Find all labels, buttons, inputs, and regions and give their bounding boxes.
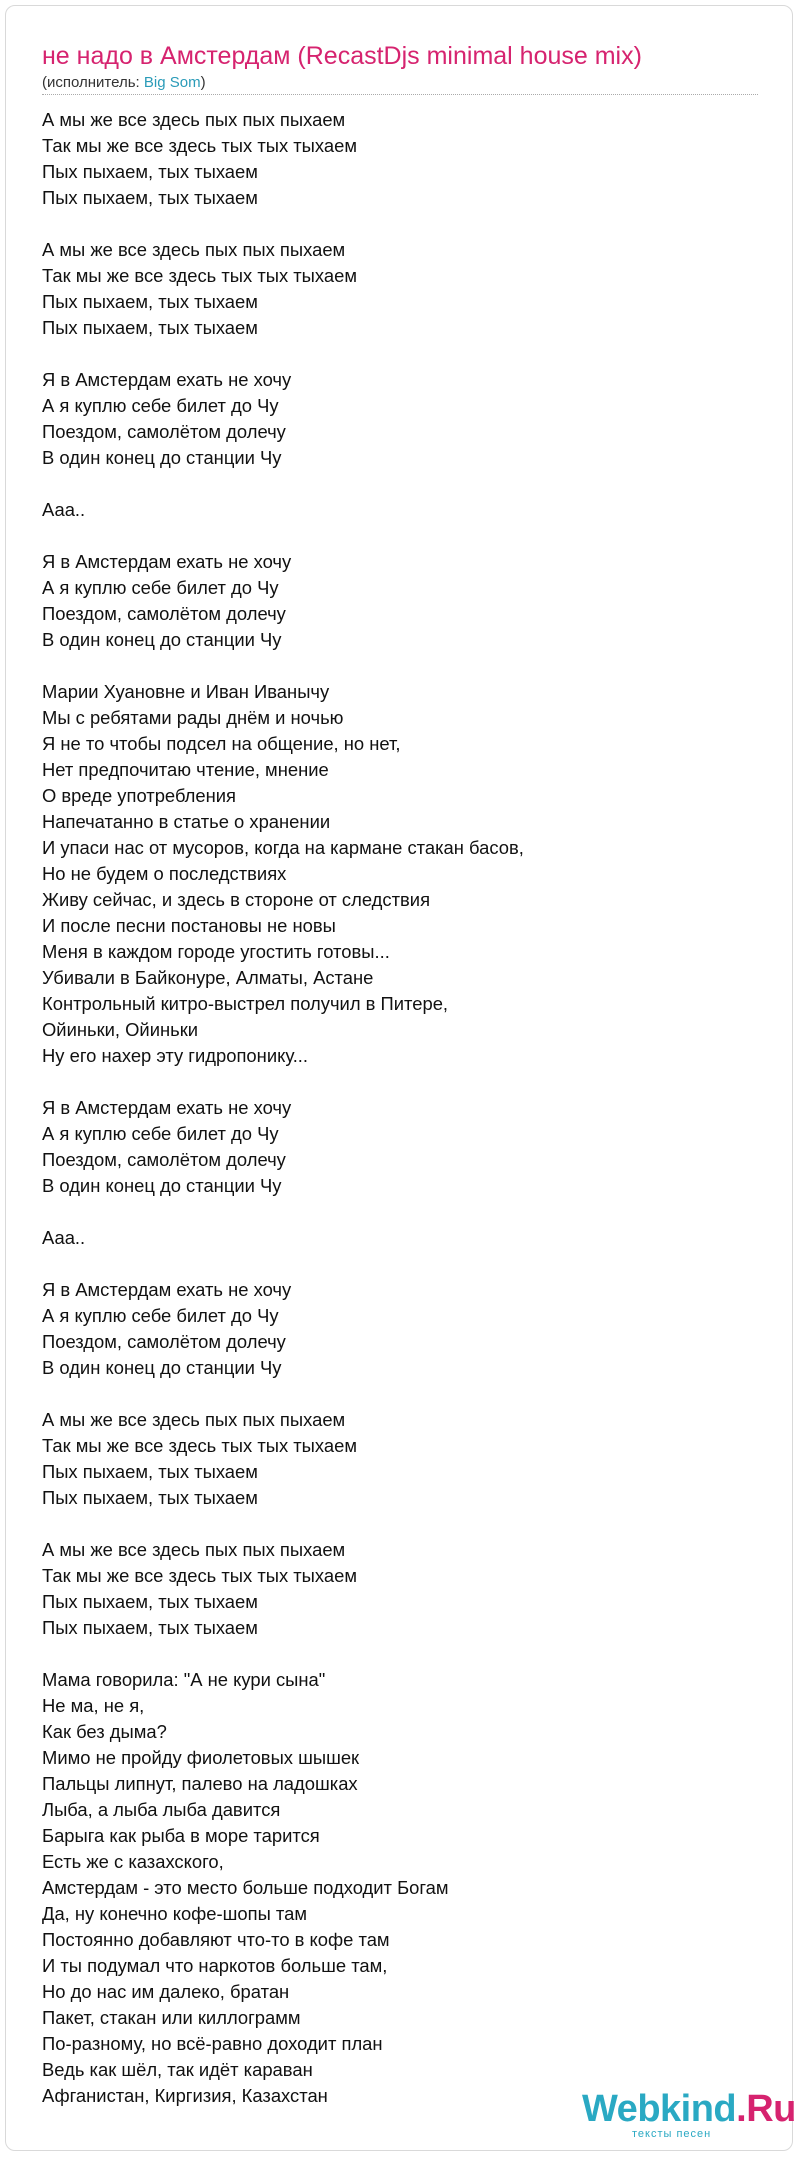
lyrics-line: Ну его нахер эту гидропонику... (42, 1045, 309, 1066)
lyrics-line: Мама говорила: "А не кури сына" (42, 1669, 326, 1690)
lyrics-line: Я в Амстердам ехать не хочу (42, 551, 292, 572)
lyrics-line: А я куплю себе билет до Чу (42, 577, 279, 598)
lyrics-body (42, 107, 742, 2135)
lyrics-line: Марии Хуановне и Иван Иванычу (42, 681, 330, 702)
lyrics-line: Поездом, самолётом долечу (42, 1331, 286, 1352)
lyrics-line: Да, ну конечно кофе-шопы там (42, 1903, 308, 1924)
lyrics-line: А я куплю себе билет до Чу (42, 1123, 279, 1144)
lyrics-line: Но до нас им далеко, братан (42, 1981, 290, 2002)
lyrics-line: Но не будем о последствиях (42, 863, 287, 884)
lyrics-line: И после песни постановы не новы (42, 915, 336, 936)
title-divider (42, 94, 758, 95)
lyrics-line: Лыба, а лыба лыба давится (42, 1799, 281, 1820)
logo-wordmark (582, 2088, 796, 2131)
lyrics-line: Афганистан, Киргизия, Казахстан (42, 2085, 328, 2106)
lyrics-stanza (42, 679, 742, 1069)
lyrics-line: Так мы же все здесь тых тых тыхаем (42, 135, 357, 156)
lyrics-line: Живу сейчас, и здесь в стороне от следствия (42, 889, 431, 910)
lyrics-line: Амстердам - это место больше подходит Богам (42, 1877, 449, 1898)
lyrics-line: Барыга как рыба в море тарится (42, 1825, 320, 1846)
logo-main-text: Webkind (582, 2088, 737, 2130)
logo-tagline: тексты песен (632, 2128, 712, 2140)
lyrics-line: Так мы же все здесь тых тых тыхаем (42, 1565, 357, 1586)
lyrics-line: Как без дыма? (42, 1721, 167, 1742)
lyrics-line: И ты подумал что наркотов больше там, (42, 1955, 388, 1976)
lyrics-line: Мы с ребятами рады днём и ночью (42, 707, 344, 728)
lyrics-line: Так мы же все здесь тых тых тыхаем (42, 265, 357, 286)
lyrics-line: Мимо не пройду фиолетовых шышек (42, 1747, 360, 1768)
lyrics-line: А мы же все здесь пых пых пыхаем (42, 239, 346, 260)
lyrics-line: А я куплю себе билет до Чу (42, 395, 279, 416)
lyrics-line: А мы же все здесь пых пых пыхаем (42, 1539, 346, 1560)
lyrics-stanza (42, 367, 742, 471)
lyrics-line: А я куплю себе билет до Чу (42, 1305, 279, 1326)
lyrics-line: Пых пыхаем, тых тыхаем (42, 317, 258, 338)
lyrics-stanza (42, 1537, 742, 1641)
lyrics-line: В один конец до станции Чу (42, 447, 282, 468)
lyrics-line: Контрольный китро-выстрел получил в Питере, (42, 993, 449, 1014)
lyrics-stanza (42, 237, 742, 341)
lyrics-line: Постоянно добавляют что-то в кофе там (42, 1929, 390, 1950)
artist-prefix: (исполнитель: (42, 74, 144, 91)
site-logo[interactable] (582, 2088, 796, 2144)
lyrics-stanza (42, 497, 742, 523)
lyrics-line: По-разному, но всё-равно доходит план (42, 2033, 383, 2054)
lyrics-line: Пых пыхаем, тых тыхаем (42, 1461, 258, 1482)
artist-link[interactable]: Big Som (143, 74, 201, 91)
lyrics-stanza (42, 549, 742, 653)
lyrics-line: О вреде употребления (42, 785, 237, 806)
lyrics-line: Пакет, стакан или киллограмм (42, 2007, 301, 2028)
lyrics-line: Пых пыхаем, тых тыхаем (42, 1487, 258, 1508)
lyrics-stanza (42, 107, 742, 211)
lyrics-line: В один конец до станции Чу (42, 629, 282, 650)
lyrics-stanza (42, 1095, 742, 1199)
lyrics-line: Ойиньки, Ойиньки (42, 1019, 199, 1040)
lyrics-line: И упаси нас от мусоров, когда на кармане стакан басов, (42, 837, 524, 858)
lyrics-stanza (42, 1225, 742, 1251)
lyrics-line: Я в Амстердам ехать не хочу (42, 369, 292, 390)
lyrics-line: Поездом, самолётом долечу (42, 1149, 286, 1170)
lyrics-stanza (42, 1667, 742, 2109)
lyrics-line: Меня в каждом городе угостить готовы... (42, 941, 390, 962)
artist-suffix: ) (200, 74, 206, 91)
lyrics-line: Ааа.. (42, 1227, 86, 1248)
lyrics-line: В один конец до станции Чу (42, 1175, 282, 1196)
lyrics-line: Ааа.. (42, 499, 86, 520)
lyrics-line: Пых пыхаем, тых тыхаем (42, 161, 258, 182)
lyrics-line: Напечатанно в статье о хранении (42, 811, 331, 832)
lyrics-line: Я в Амстердам ехать не хочу (42, 1279, 292, 1300)
lyrics-line: Нет предпочитаю чтение, мнение (42, 759, 329, 780)
lyrics-line: Пых пыхаем, тых тыхаем (42, 291, 258, 312)
lyrics-line: Пальцы липнут, палево на ладошках (42, 1773, 358, 1794)
lyrics-line: Пых пыхаем, тых тыхаем (42, 1591, 258, 1612)
lyrics-line: В один конец до станции Чу (42, 1357, 282, 1378)
lyrics-line: Пых пыхаем, тых тыхаем (42, 1617, 258, 1638)
lyrics-line: Я не то чтобы подсел на общение, но нет, (42, 733, 401, 754)
lyrics-line: Пых пыхаем, тых тыхаем (42, 187, 258, 208)
song-title: не надо в Амстердам (RecastDjs minimal house mix) (42, 42, 642, 70)
lyrics-line: Поездом, самолётом долечу (42, 421, 286, 442)
artist-byline (42, 74, 206, 91)
lyrics-line: Ведь как шёл, так идёт караван (42, 2059, 313, 2080)
lyrics-line: Поездом, самолётом долечу (42, 603, 286, 624)
lyrics-stanza (42, 1407, 742, 1511)
lyrics-stanza (42, 1277, 742, 1381)
lyrics-line: Я в Амстердам ехать не хочу (42, 1097, 292, 1118)
lyrics-line: А мы же все здесь пых пых пыхаем (42, 109, 346, 130)
lyrics-line: А мы же все здесь пых пых пыхаем (42, 1409, 346, 1430)
lyrics-line: Не ма, не я, (42, 1695, 145, 1716)
lyrics-line: Так мы же все здесь тых тых тыхаем (42, 1435, 357, 1456)
logo-accent-text: .Ru (736, 2088, 796, 2130)
lyrics-line: Есть же с казахского, (42, 1851, 224, 1872)
lyrics-line: Убивали в Байконуре, Алматы, Астане (42, 967, 374, 988)
